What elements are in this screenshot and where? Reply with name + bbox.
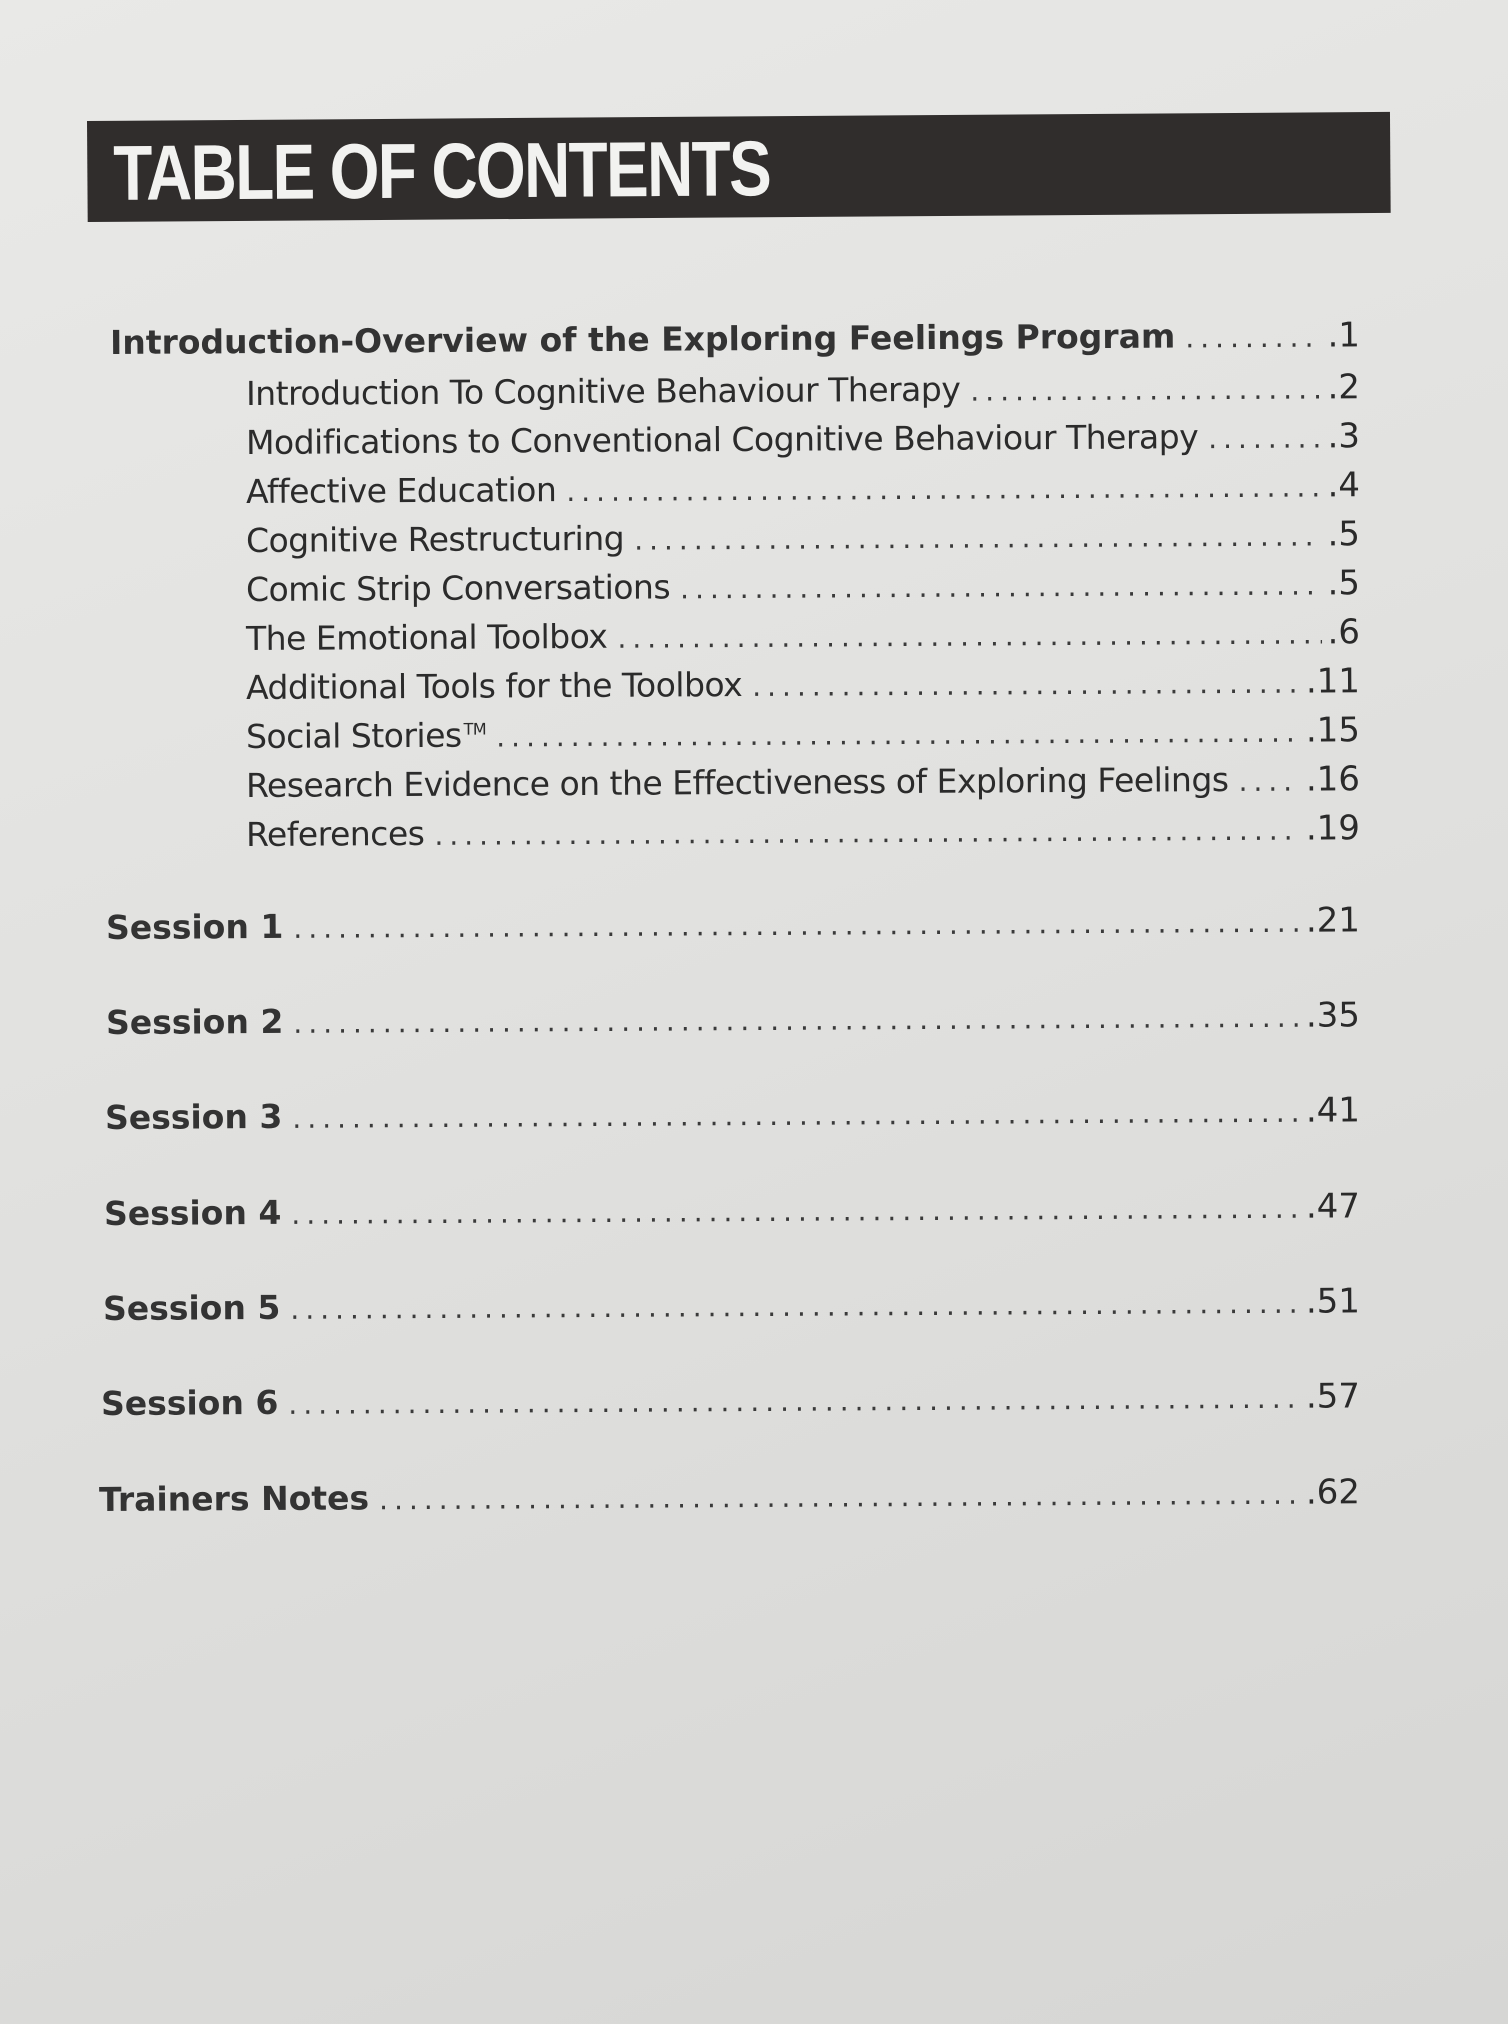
toc-entry-label: Introduction-Overview of the Exploring Feelings Program <box>109 316 1176 362</box>
social-stories-text: Social Stories <box>245 715 462 756</box>
toc-page-number: .62 <box>1305 1472 1361 1513</box>
dot-leader <box>566 470 1321 508</box>
toc-entry-session-2 <box>106 995 1360 1043</box>
toc-entry-label: Additional Tools for the Toolbox <box>245 664 743 707</box>
toc-page-number: .41 <box>1305 1090 1361 1131</box>
dot-leader <box>379 1478 1300 1517</box>
dot-leader <box>292 1096 1300 1135</box>
toc-page-number: .6 <box>1327 612 1361 653</box>
dot-leader <box>1185 321 1321 355</box>
toc-entry-session-3 <box>105 1090 1360 1138</box>
toc-entry-label: References <box>245 813 425 854</box>
dot-leader <box>634 519 1322 556</box>
dot-leader <box>496 716 1300 754</box>
toc-page-number: .5 <box>1327 514 1361 555</box>
trademark-mark: TM <box>463 719 487 739</box>
toc-page-number: .35 <box>1305 995 1361 1036</box>
toc-subentry <box>246 514 1360 561</box>
toc-subentry <box>246 416 1360 463</box>
toc-subentry <box>246 661 1360 708</box>
toc-entry-session-6 <box>101 1376 1360 1424</box>
toc-subentry <box>246 465 1360 512</box>
toc-entry-label: The Emotional Toolbox <box>245 616 608 658</box>
dot-leader <box>293 906 1300 945</box>
toc-entry-session-1 <box>106 900 1360 948</box>
toc-subentry <box>246 612 1360 659</box>
toc-subentry <box>246 759 1360 806</box>
toc-page-number: .57 <box>1305 1376 1361 1417</box>
dot-leader <box>293 1001 1300 1040</box>
toc-entry-label: Session 5 <box>102 1287 281 1328</box>
toc-entry-session-5 <box>103 1281 1360 1329</box>
toc-entry-label <box>246 716 486 756</box>
toc-page-number: .16 <box>1305 759 1361 800</box>
toc-subentry <box>246 710 1360 757</box>
dot-leader <box>1208 421 1322 455</box>
dot-leader <box>680 568 1322 605</box>
toc-entry-label: Session 3 <box>104 1096 283 1137</box>
toc-page-number: .5 <box>1327 563 1361 604</box>
toc-page-number: .2 <box>1327 367 1361 408</box>
toc-page-number: .11 <box>1305 661 1361 702</box>
dot-leader <box>1238 765 1300 798</box>
toc-entry-label: Introduction To Cognitive Behaviour Therapy <box>245 369 961 413</box>
toc-entry-label: Session 6 <box>100 1382 279 1423</box>
toc-entry-label: Modifications to Conventional Cognitive Behaviour Therapy <box>245 417 1199 462</box>
toc-entry-label: Session 2 <box>105 1001 284 1042</box>
toc-entry-label: Cognitive Restructuring <box>245 518 625 560</box>
toc-page-number: .21 <box>1305 900 1361 941</box>
toc-entry-label: Comic Strip Conversations <box>245 567 671 609</box>
toc-subentry <box>246 808 1360 855</box>
toc-entry-label: Research Evidence on the Effectiveness of Exploring Feelings <box>245 759 1229 805</box>
toc-entry-label: Trainers Notes <box>98 1478 370 1519</box>
dot-leader <box>290 1287 1300 1326</box>
page-title: TABLE OF CONTENTS <box>113 124 771 217</box>
toc-entry-label: Session 1 <box>105 906 284 947</box>
toc-page-number: .51 <box>1305 1281 1361 1322</box>
toc-page-number: .3 <box>1327 416 1361 457</box>
dot-leader <box>617 617 1321 654</box>
dot-leader <box>434 814 1300 852</box>
toc-entry-label: Session 4 <box>103 1192 282 1233</box>
toc-page-number: .47 <box>1305 1186 1361 1227</box>
toc-subentry <box>246 563 1360 610</box>
toc-entry-session-4 <box>104 1186 1360 1234</box>
toc-page-number: .19 <box>1305 808 1361 849</box>
dot-leader <box>288 1382 1300 1421</box>
dot-leader <box>752 667 1300 703</box>
toc-page-number: .1 <box>1327 315 1361 356</box>
toc-entry-trainers-notes <box>99 1472 1360 1520</box>
toc-entry-introduction <box>110 315 1360 363</box>
dot-leader <box>970 372 1321 407</box>
toc-page-number: .4 <box>1327 465 1361 506</box>
toc-subentry <box>246 367 1360 414</box>
toc-page-number: .15 <box>1305 710 1361 751</box>
toc-entry-label: Affective Education <box>245 470 557 511</box>
dot-leader <box>291 1192 1300 1231</box>
